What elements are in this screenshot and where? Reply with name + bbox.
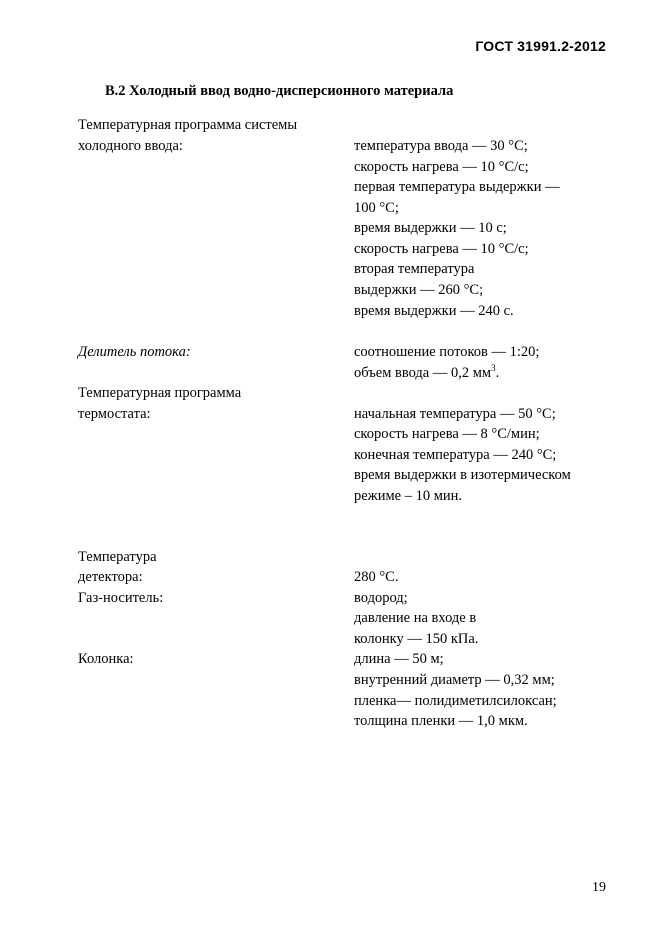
section-title: В.2 Холодный ввод водно-дисперсионного материала: [105, 83, 454, 99]
detector-label-line1: Температура: [78, 549, 157, 565]
cold-program-value: выдержки — 260 °С;: [354, 282, 484, 298]
standard-code-header: ГОСТ 31991.2-2012: [475, 38, 606, 54]
thermostat-label-line1: Температурная программа: [78, 385, 242, 401]
thermostat-label-line2: термостата:: [78, 406, 151, 422]
cold-program-label-line1: Температурная программа системы: [78, 117, 298, 133]
carrier-gas-label: Газ-носитель:: [78, 590, 164, 606]
column-value: пленка— полидиметилсилоксан;: [354, 693, 557, 709]
splitter-ratio: соотношение потоков — 1:20;: [354, 344, 540, 360]
cold-program-value: время выдержки — 10 с;: [354, 220, 507, 236]
carrier-gas-value: колонку — 150 кПа.: [354, 631, 479, 647]
injection-volume-text: объем ввода — 0,2 мм: [354, 365, 492, 381]
cold-program-value: скорость нагрева — 10 °С/с;: [354, 159, 529, 175]
injection-volume-exponent: 3: [491, 363, 496, 373]
carrier-gas-value: водород;: [354, 590, 408, 606]
detector-value: 280 °С.: [354, 569, 399, 585]
cold-program-value: 100 °С;: [354, 200, 399, 216]
carrier-gas-value: давление на входе в: [354, 610, 477, 626]
column-value: внутренний диаметр — 0,32 мм;: [354, 672, 555, 688]
thermostat-value: скорость нагрева — 8 °С/мин;: [354, 426, 540, 442]
page-number: 19: [592, 880, 606, 895]
injection-volume: [354, 363, 500, 381]
cold-program-value: первая температура выдержки —: [354, 179, 560, 195]
detector-label-line2: детектора:: [78, 569, 143, 585]
column-label: Колонка:: [78, 651, 134, 667]
column-value: толщина пленки — 1,0 мкм.: [354, 713, 528, 729]
splitter-label: Делитель потока:: [78, 344, 191, 360]
thermostat-value: конечная температура — 240 °С;: [354, 447, 557, 463]
injection-volume-end: .: [495, 365, 500, 381]
cold-program-value: скорость нагрева — 10 °С/с;: [354, 241, 529, 257]
thermostat-value: начальная температура — 50 °С;: [354, 406, 556, 422]
cold-program-value: время выдержки — 240 с.: [354, 303, 514, 319]
thermostat-value: режиме – 10 мин.: [354, 488, 463, 504]
cold-program-value: температура ввода — 30 °С;: [354, 138, 528, 154]
column-value: длина — 50 м;: [354, 651, 444, 667]
cold-program-value: вторая температура: [354, 261, 475, 277]
thermostat-value: время выдержки в изотермическом: [354, 467, 571, 483]
cold-program-label-line2: холодного ввода:: [78, 138, 183, 154]
